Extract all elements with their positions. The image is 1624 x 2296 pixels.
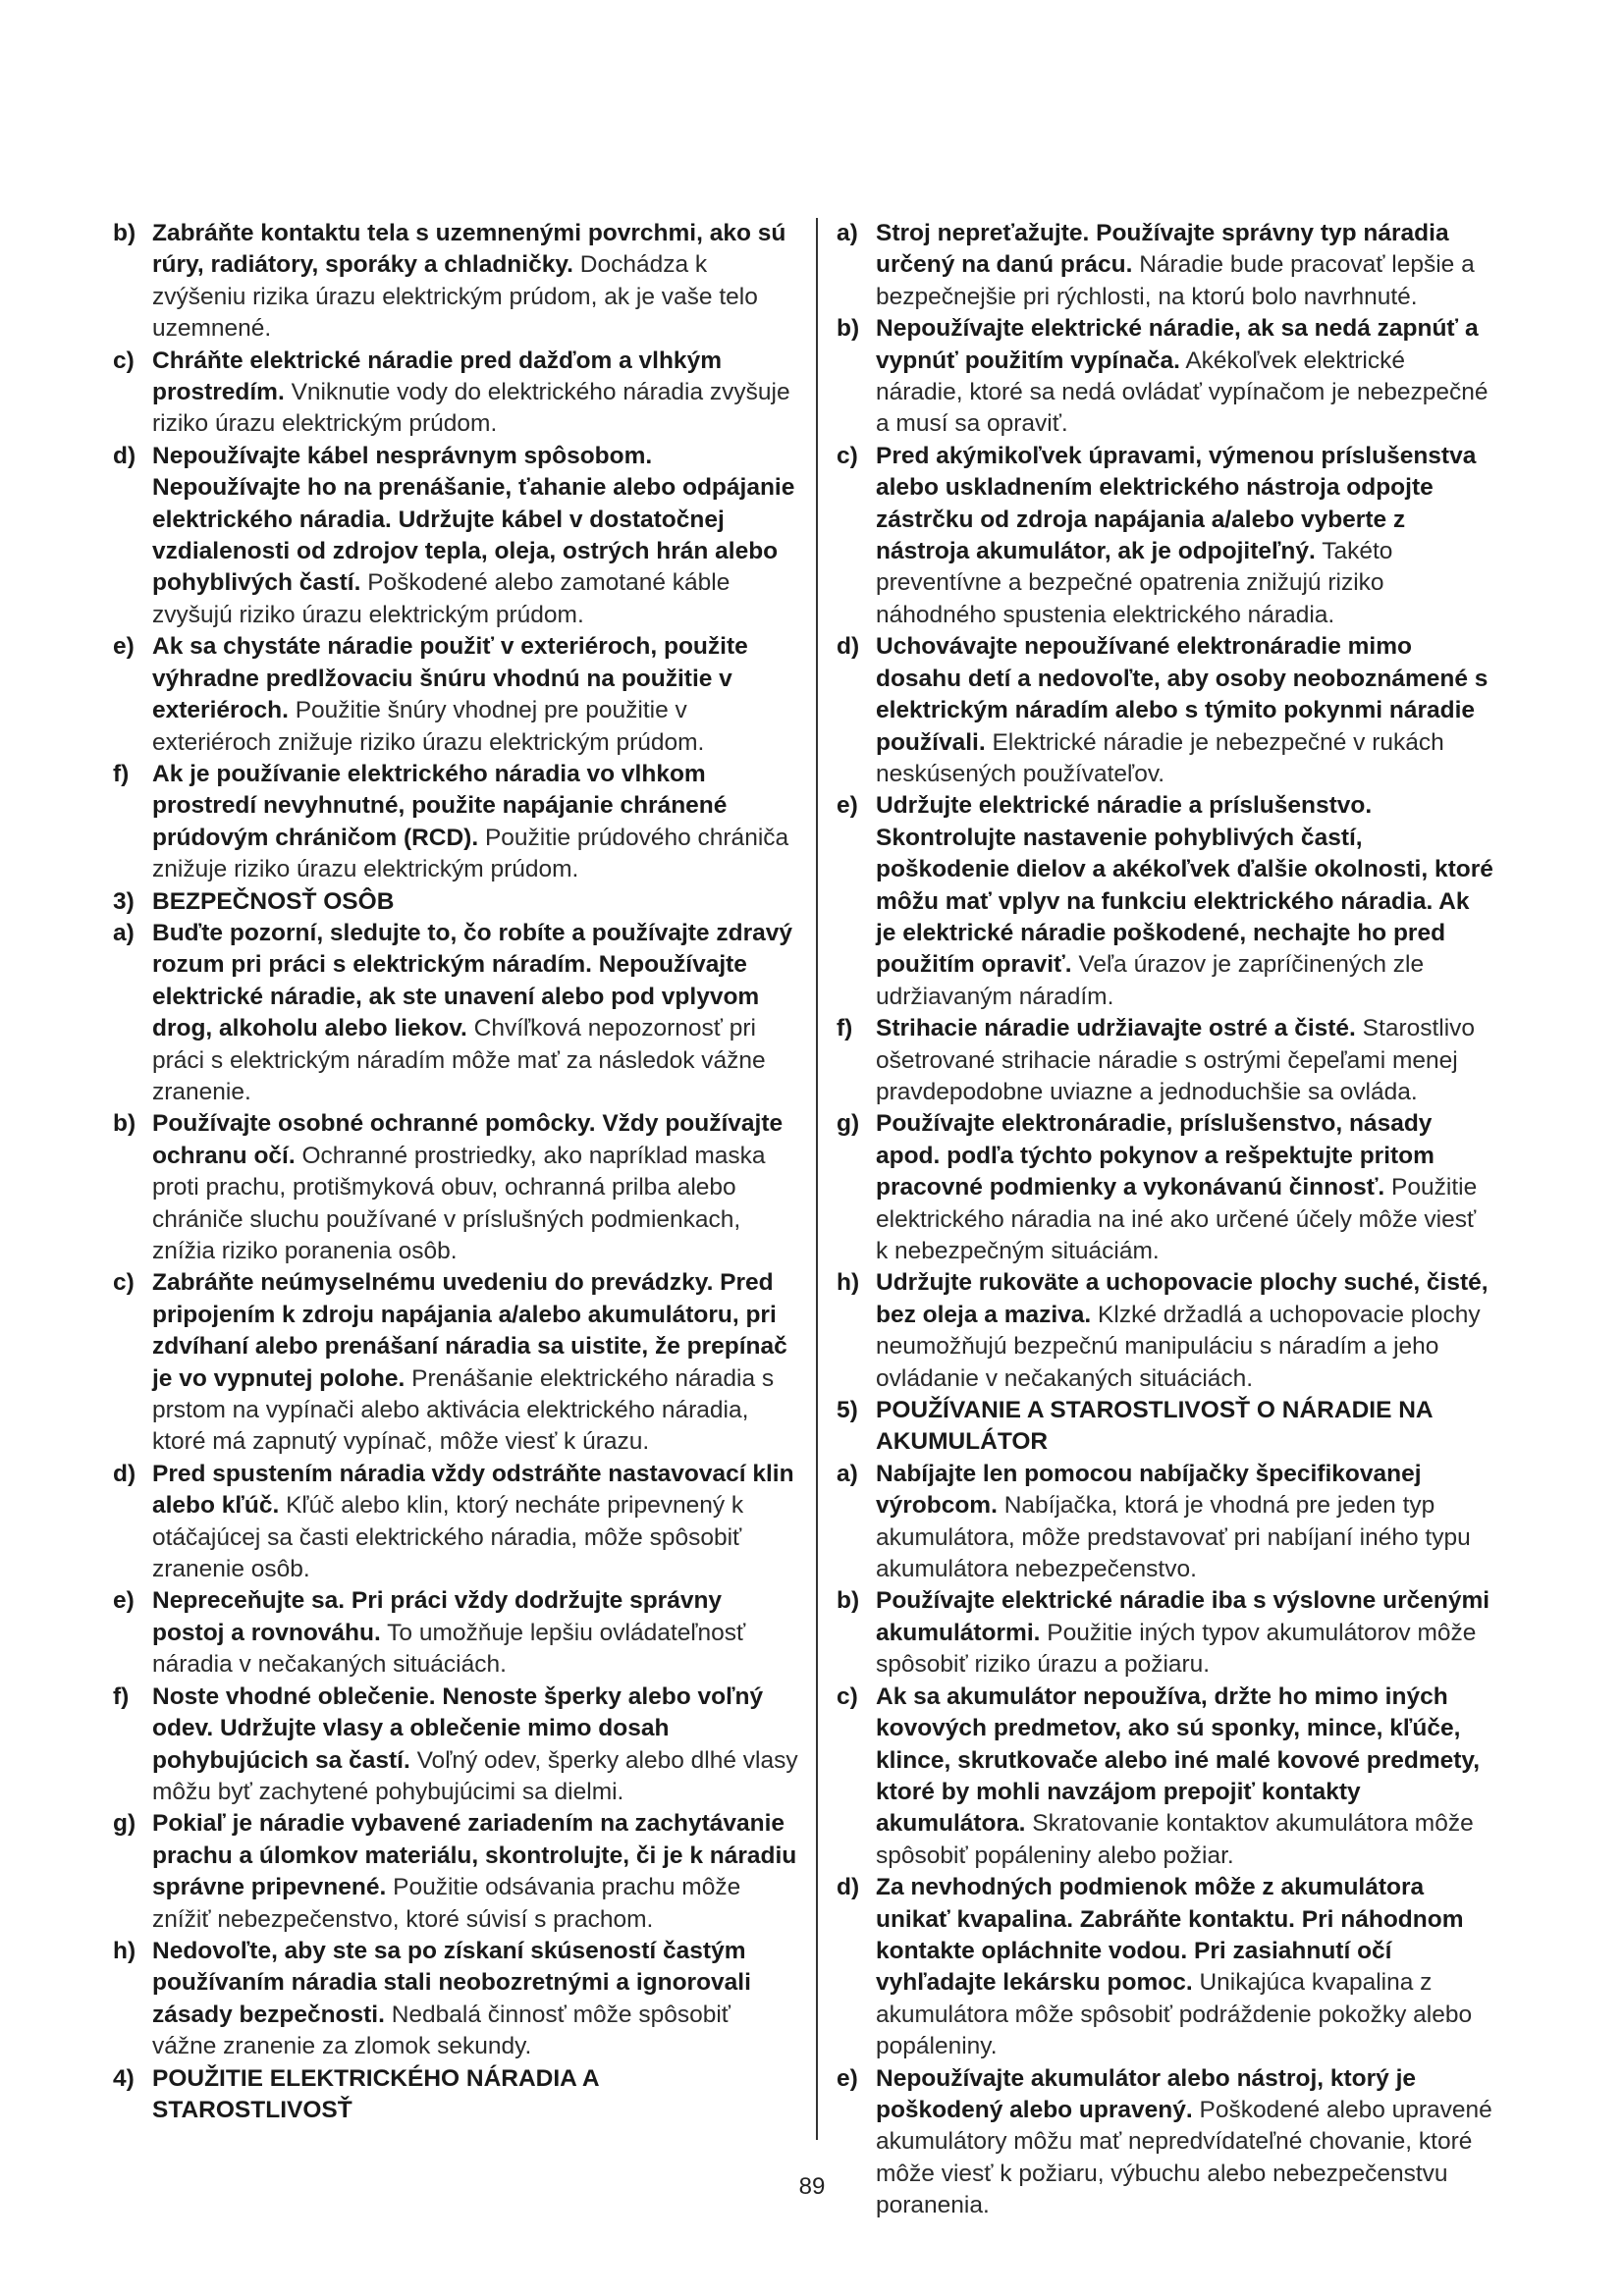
- explanation-text: Voľný odev, šperky alebo dlhé vlasy môžu byť zachytené pohybujúcimi sa dielmi.: [152, 1746, 798, 1805]
- safety-item: [113, 1682, 800, 1809]
- safety-item: [837, 1872, 1494, 2062]
- instruction-text: Pred akýmikoľvek úpravami, výmenou príslušenstva alebo uskladnením elektrického nástroja odpojte zástrčku od zdroja napájania a/alebo vyberte z nástroja akumulátor, ak je odpojiteľný.: [876, 442, 1477, 565]
- explanation-text: Poškodené alebo zamotané káble zvyšujú riziko úrazu elektrickým prúdom.: [152, 569, 731, 628]
- item-label: g): [113, 1810, 136, 1838]
- safety-item: [113, 631, 800, 759]
- instruction-text: Zabráňte neúmyselnému uvedeniu do prevádzky. Pred pripojením k zdroju napájania a/alebo akumulátoru, pri zdvíhaní alebo prenášaní náradia sa uistite, že prepínač je vo vypnutej polohe.: [152, 1269, 787, 1392]
- explanation-text: Veľa úrazov je zapríčinených zle udržiavaným náradím.: [876, 951, 1425, 1010]
- explanation-text: Prenášanie elektrického náradia s prstom na vypínači alebo aktivácia elektrického náradia, ktoré má zapnutý vypínač, môže viesť k úrazu.: [152, 1364, 775, 1456]
- explanation-text: Dochádza k zvýšeniu rizika úrazu elektrickým prúdom, ak je vaše telo uzemnené.: [152, 251, 758, 343]
- item-label: a): [113, 919, 135, 946]
- item-body: [152, 1267, 800, 1458]
- safety-item: [113, 1936, 800, 2063]
- heading-text: BEZPEČNOSŤ OSÔB: [152, 887, 395, 915]
- safety-item: [837, 1013, 1494, 1108]
- explanation-text: Ochranné prostriedky, ako napríklad maska proti prachu, protišmyková obuv, ochranná prilba alebo chrániče sluchu používané v príslušných podmienkach, znížia riziko poranenia osôb.: [152, 1142, 766, 1264]
- item-label: d): [113, 442, 136, 469]
- item-label: e): [113, 633, 135, 661]
- item-label: 4): [113, 2064, 135, 2092]
- explanation-text: Poškodené alebo upravené akumulátory môžu mať nepredvídateľné chovanie, ktoré môže viesť k požiaru, výbuchu alebo nebezpečenstvu poranenia.: [876, 2096, 1492, 2219]
- explanation-text: Náradie bude pracovať lepšie a bezpečnejšie pri rýchlosti, na ktorú bolo navrhnuté.: [876, 251, 1475, 310]
- instruction-text: Udržujte rukoväte a uchopovacie plochy suché, čisté, bez oleja a maziva.: [876, 1269, 1489, 1328]
- safety-item: [837, 218, 1494, 313]
- item-label: e): [837, 2064, 858, 2092]
- safety-item: [113, 759, 800, 886]
- instruction-text: Buďte pozorní, sledujte to, čo robíte a používajte zdravý rozum pri práci s elektrickým náradím. Nepoužívajte elektrické náradie, ak ste unavení alebo pod vplyvom drog, alkoholu alebo liekov.: [152, 919, 792, 1042]
- item-body: [876, 1459, 1494, 1586]
- item-label: d): [113, 1460, 136, 1487]
- item-body: [152, 218, 800, 346]
- safety-item: [837, 1108, 1494, 1267]
- item-body: [876, 441, 1494, 631]
- item-body: [152, 759, 800, 886]
- item-label: c): [113, 347, 135, 374]
- column-divider: [816, 218, 818, 2140]
- heading-text: POUŽÍVANIE A STAROSTLIVOSŤ O NÁRADIE NA AKUMULÁTOR: [876, 1397, 1433, 1456]
- instruction-text: Ak sa akumulátor nepoužíva, držte ho mimo iných kovových predmetov, ako sú sponky, mince, kľúče, klince, skrutkovače alebo iné malé kovové predmety, ktoré by mohli navzájom prepojiť kontakty akumulátora.: [876, 1682, 1481, 1838]
- item-label: f): [837, 1015, 853, 1042]
- item-body: [152, 346, 800, 441]
- instruction-text: Noste vhodné oblečenie. Nenoste šperky alebo voľný odev. Udržujte vlasy a oblečenie mimo dosah pohybujúcich sa častí.: [152, 1682, 764, 1774]
- safety-item: [113, 918, 800, 1108]
- section-heading: [113, 2063, 800, 2127]
- instruction-text: Nepoužívajte kábel nesprávnym spôsobom. Nepoužívajte ho na prenášanie, ťahanie alebo odpájanie elektrického náradia. Udržujte kábel v dostatočnej vzdialenosti od zdrojov tepla, oleja, ostrých hrán alebo pohyblivých častí.: [152, 442, 795, 597]
- item-body: [876, 1013, 1494, 1108]
- item-body: [876, 1585, 1494, 1681]
- item-label: c): [837, 1682, 858, 1710]
- explanation-text: Kľúč alebo klin, ktorý necháte pripevnený k otáčajúcej sa časti elektrického náradia, môže spôsobiť zranenie osôb.: [152, 1492, 744, 1583]
- item-body: [152, 1108, 800, 1267]
- item-body: [152, 1808, 800, 1936]
- instruction-text: Ak je používanie elektrického náradia vo vlhkom prostredí nevyhnutné, použite napájanie chránené prúdovým chráničom (RCD).: [152, 760, 728, 851]
- explanation-text: Elektrické náradie je nebezpečné v rukách neskúsených používateľov.: [876, 728, 1444, 787]
- item-label: a): [837, 1460, 858, 1487]
- instruction-text: Zabráňte kontaktu tela s uzemnenými povrchmi, ako sú rúry, radiátory, sporáky a chladničky.: [152, 220, 786, 279]
- heading-text: POUŽITIE ELEKTRICKÉHO NÁRADIA A STAROSTLIVOSŤ: [152, 2064, 599, 2123]
- safety-item: [113, 1267, 800, 1458]
- explanation-text: Použitie odsávania prachu môže znížiť nebezpečenstvo, ktoré súvisí s prachom.: [152, 1874, 741, 1933]
- explanation-text: Nedbalá činnosť môže spôsobiť vážne zranenie za zlomok sekundy.: [152, 2001, 731, 2060]
- item-body: [152, 1585, 800, 1681]
- item-body: [152, 1682, 800, 1809]
- explanation-text: Unikajúca kvapalina z akumulátora môže spôsobiť podráždenie pokožky alebo popáleniny.: [876, 1969, 1473, 2060]
- item-body: [152, 1936, 800, 2063]
- item-label: e): [113, 1587, 135, 1615]
- explanation-text: Skratovanie kontaktov akumulátora môže spôsobiť popáleniny alebo požiar.: [876, 1810, 1474, 1869]
- explanation-text: Použitie prúdového chrániča znižuje riziko úrazu elektrickým prúdom.: [152, 824, 789, 883]
- item-label: c): [837, 442, 858, 469]
- safety-item: [837, 1585, 1494, 1681]
- explanation-text: Starostlivo ošetrované strihacie náradie s ostrými čepeľami menej pravdepodobne uviazne a jednoduchšie sa ovláda.: [876, 1015, 1476, 1105]
- section-heading: [837, 1395, 1494, 1459]
- item-label: b): [837, 315, 860, 343]
- instruction-text: Stroj nepreťažujte. Používajte správny typ náradia určený na danú prácu.: [876, 220, 1449, 279]
- item-label: h): [837, 1269, 860, 1297]
- item-body: [876, 313, 1494, 441]
- item-body: [152, 441, 800, 631]
- explanation-text: Chvíľková nepozornosť pri práci s elektrickým náradím môže mať za následok vážne zranenie.: [152, 1015, 766, 1105]
- instruction-text: Chráňte elektrické náradie pred dažďom a vlhkým prostredím.: [152, 347, 722, 406]
- item-label: h): [113, 1937, 136, 1964]
- safety-item: [837, 1267, 1494, 1395]
- safety-item: [113, 1459, 800, 1586]
- item-label: a): [837, 220, 858, 246]
- safety-item: [837, 1682, 1494, 1872]
- item-body: [876, 631, 1494, 790]
- item-body: [876, 790, 1494, 1013]
- instruction-text: Používajte elektronáradie, príslušenstvo, násady apod. podľa týchto pokynov a rešpektujte pritom pracovné podmienky a vykonávanú činnosť.: [876, 1110, 1435, 1201]
- instruction-text: Udržujte elektrické náradie a príslušenstvo. Skontrolujte nastavenie pohyblivých častí, poškodenie dielov a akékoľvek ďalšie okolnosti, ktoré môžu mať vplyv na funkciu elektrického náradia. Ak je elektrické náradie poškodené, nechajte ho pred použitím opraviť.: [876, 792, 1493, 979]
- section-heading: [113, 886, 800, 918]
- instruction-text: Nepoužívajte akumulátor alebo nástroj, ktorý je poškodený alebo upravený.: [876, 2064, 1417, 2123]
- safety-item: [113, 441, 800, 631]
- instruction-text: Za nevhodných podmienok môže z akumulátora unikať kvapalina. Zabráňte kontaktu. Pri náhodnom kontakte opláchnite vodou. Pri zasiahnutí očí vyhľadajte lekársku pomoc.: [876, 1874, 1464, 1997]
- explanation-text: To umožňuje lepšiu ovládateľnosť náradia v nečakaných situáciách.: [152, 1619, 746, 1679]
- item-body: [152, 886, 800, 918]
- safety-item: [113, 346, 800, 441]
- explanation-text: Nabíjačka, ktorá je vhodná pre jeden typ akumulátora, môže predstavovať pri nabíjaní iného typu akumulátora nebezpečenstvo.: [876, 1492, 1471, 1583]
- safety-item: [113, 1108, 800, 1267]
- item-label: c): [113, 1269, 135, 1297]
- safety-item: [837, 631, 1494, 790]
- item-body: [152, 1459, 800, 1586]
- item-label: e): [837, 792, 858, 820]
- page-number: 89: [798, 2173, 826, 2200]
- explanation-text: Vniknutie vody do elektrického náradia zvyšuje riziko úrazu elektrickým prúdom.: [152, 379, 790, 438]
- item-label: b): [837, 1587, 860, 1615]
- item-label: d): [837, 1874, 860, 1901]
- instruction-text: Pred spustením náradia vždy odstráňte nastavovací klin alebo kľúč.: [152, 1460, 794, 1520]
- safety-item: [113, 1808, 800, 1936]
- item-body: [876, 2063, 1494, 2222]
- item-label: f): [113, 1682, 130, 1710]
- item-body: [876, 1872, 1494, 2062]
- instruction-text: Nedovoľte, aby ste sa po získaní skúseností častým používaním náradia stali neobozretnými a ignorovali zásady bezpečnosti.: [152, 1937, 751, 2028]
- safety-item: [837, 313, 1494, 441]
- item-label: 5): [837, 1397, 858, 1424]
- instruction-text: Uchovávajte nepoužívané elektronáradie mimo dosahu detí a nedovoľte, aby osoby neoboznámené s elektrickým náradím alebo s týmito pokynmi náradie používali.: [876, 633, 1489, 756]
- explanation-text: Takéto preventívne a bezpečné opatrenia znižujú riziko náhodného spustenia elektrického náradia.: [876, 538, 1393, 628]
- instruction-text: Ak sa chystáte náradie použiť v exteriéroch, použite výhradne predlžovaciu šnúru vhodnú na použitie v exteriéroch.: [152, 633, 748, 724]
- explanation-text: Použitie šnúry vhodnej pre použitie v exteriéroch znižuje riziko úrazu elektrickým prúdom.: [152, 697, 705, 756]
- item-label: g): [837, 1110, 860, 1138]
- left-column: [113, 218, 800, 2126]
- right-column: [837, 218, 1494, 2222]
- safety-item: [837, 1459, 1494, 1586]
- instruction-text: Nabíjajte len pomocou nabíjačky špecifikovanej výrobcom.: [876, 1460, 1422, 1520]
- instruction-text: Strihacie náradie udržiavajte ostré a čisté.: [876, 1015, 1356, 1042]
- instruction-text: Nepreceňujte sa. Pri práci vždy dodržujte správny postoj a rovnováhu.: [152, 1587, 723, 1646]
- item-label: f): [113, 760, 130, 787]
- item-body: [876, 1682, 1494, 1872]
- item-body: [876, 218, 1494, 313]
- safety-item: [113, 1585, 800, 1681]
- safety-item: [837, 790, 1494, 1013]
- item-body: [876, 1108, 1494, 1267]
- item-body: [152, 2063, 800, 2127]
- item-label: b): [113, 220, 136, 246]
- instruction-text: Nepoužívajte elektrické náradie, ak sa nedá zapnúť a vypnúť použitím vypínača.: [876, 315, 1479, 374]
- explanation-text: Použitie elektrického náradia na iné ako určené účely môže viesť k nebezpečným situáciám.: [876, 1174, 1478, 1264]
- safety-item: [113, 218, 800, 346]
- explanation-text: Klzké držadlá a uchopovacie plochy neumožňujú bezpečnú manipuláciu s náradím a jeho ovládanie v nečakaných situáciách.: [876, 1301, 1481, 1392]
- instruction-text: Pokiaľ je náradie vybavené zariadením na zachytávanie prachu a úlomkov materiálu, skontrolujte, či je k náradiu správne pripevnené.: [152, 1810, 797, 1901]
- safety-item: [837, 2063, 1494, 2222]
- item-label: b): [113, 1110, 136, 1138]
- safety-item: [837, 441, 1494, 631]
- instruction-text: Používajte elektrické náradie iba s výslovne určenými akumulátormi.: [876, 1587, 1490, 1646]
- explanation-text: Akékoľvek elektrické náradie, ktoré sa nedá ovládať vypínačom je nebezpečné a musí sa opraviť.: [876, 347, 1489, 438]
- item-label: 3): [113, 887, 135, 915]
- explanation-text: Použitie iných typov akumulátorov môže spôsobiť riziko úrazu a požiaru.: [876, 1619, 1477, 1679]
- item-body: [152, 631, 800, 759]
- item-body: [876, 1395, 1494, 1459]
- item-body: [876, 1267, 1494, 1395]
- item-label: d): [837, 633, 860, 661]
- item-body: [152, 918, 800, 1108]
- instruction-text: Používajte osobné ochranné pomôcky. Vždy používajte ochranu očí.: [152, 1110, 784, 1169]
